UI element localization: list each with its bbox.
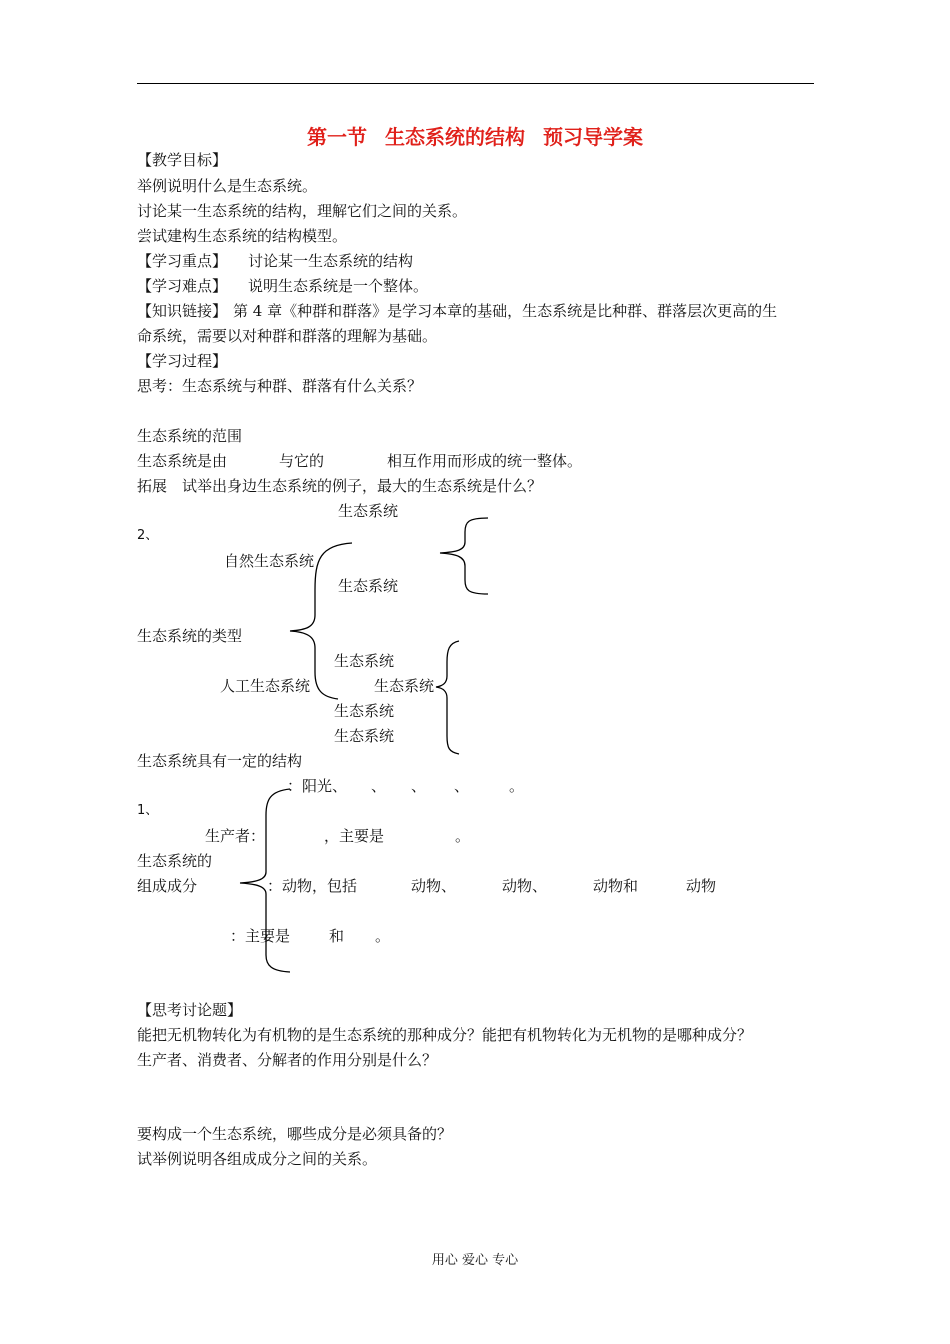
type-natural: 自然生态系统 [224, 552, 315, 570]
discussion-q2: 生产者、消费者、分解者的作用分别是什么？ [137, 1051, 438, 1069]
consumer-type-3: 动物和 [593, 877, 639, 895]
discussion-header: 【思考讨论题】 [137, 1001, 243, 1019]
decomposer-and: 和 [329, 927, 345, 945]
components-label-2: 组成成分 [137, 877, 198, 895]
producer-period: 。 [455, 827, 471, 845]
type-top: 生态系统 [338, 502, 399, 520]
process-header: 【学习过程】 [137, 352, 228, 370]
abiotic-period: 。 [509, 777, 525, 795]
type-natural-sub: 生态系统 [338, 577, 399, 595]
components-label-1: 生态系统的 [137, 852, 213, 870]
natural-sub-brace [440, 518, 488, 594]
page-footer: 用心 爱心 专心 [431, 1253, 519, 1268]
components-brace [240, 789, 290, 972]
abiotic-comma-1: 、 [371, 777, 387, 795]
knowledge-link-text-2: 命系统，需要以对种群和群落的理解为基础。 [137, 327, 438, 345]
title-doc-type: 预习导学案 [543, 125, 643, 149]
title-topic: 生态系统的结构 [385, 125, 525, 149]
key-point-text: 讨论某一生态系统的结构 [248, 252, 414, 270]
difficulty-text: 说明生态系统是一个整体。 [248, 277, 429, 295]
type-artificial-3: 生态系统 [334, 702, 395, 720]
type-artificial-2: 生态系统 [374, 677, 435, 695]
think-question: 思考：生态系统与种群、群落有什么关系？ [137, 377, 423, 395]
abiotic-comma-2: 、 [411, 777, 427, 795]
title-section: 第一节 [307, 125, 367, 149]
knowledge-link-header: 【知识链接】 [137, 302, 228, 320]
consumer-type-4: 动物 [686, 877, 717, 895]
abiotic-line-start: ：阳光、 [287, 777, 348, 795]
scope-title: 生态系统的范围 [137, 427, 243, 445]
types-main-brace [290, 543, 352, 699]
goals-header: 【教学目标】 [137, 151, 228, 169]
types-number: 2、 [137, 528, 159, 543]
discussion-q3: 要构成一个生态系统，哪些成分是必须具备的？ [137, 1125, 453, 1143]
definition-part-c: 相互作用而形成的统一整体。 [387, 452, 583, 470]
goal-2: 讨论某一生态系统的结构，理解它们之间的关系。 [137, 202, 468, 220]
type-artificial: 人工生态系统 [220, 677, 311, 695]
abiotic-comma-3: 、 [454, 777, 470, 795]
consumer-label: ：动物，包括 [267, 877, 358, 895]
decomposer-period: 。 [375, 927, 391, 945]
producer-main: ，主要是 [324, 827, 385, 845]
structure-number: 1、 [137, 803, 159, 818]
consumer-type-2: 动物、 [502, 877, 548, 895]
discussion-q4: 试举例说明各组成成分之间的关系。 [137, 1150, 378, 1168]
goal-1: 举例说明什么是生态系统。 [137, 177, 318, 195]
decomposer-label: ：主要是 [230, 927, 291, 945]
type-artificial-4: 生态系统 [334, 727, 395, 745]
types-label: 生态系统的类型 [137, 627, 243, 645]
discussion-q1: 能把无机物转化为有机物的是生态系统的那种成分？能把有机物转化为无机物的是哪种成分？ [137, 1026, 753, 1044]
artificial-sub-brace [436, 641, 459, 754]
producer-label: 生产者： [205, 827, 266, 845]
goal-3: 尝试建构生态系统的结构模型。 [137, 227, 348, 245]
type-artificial-1: 生态系统 [334, 652, 395, 670]
key-point-label: 【学习重点】 [137, 252, 228, 270]
definition-part-a: 生态系统是由 [137, 452, 228, 470]
structure-intro: 生态系统具有一定的结构 [137, 752, 303, 770]
definition-part-b: 与它的 [279, 452, 325, 470]
knowledge-link-text-1: 第 4 章《种群和群落》是学习本章的基础，生态系统是比种群、群落层次更高的生 [233, 302, 778, 320]
consumer-type-1: 动物、 [411, 877, 457, 895]
difficulty-label: 【学习难点】 [137, 277, 228, 295]
extend-question: 拓展 试举出身边生态系统的例子，最大的生态系统是什么？ [137, 477, 543, 495]
